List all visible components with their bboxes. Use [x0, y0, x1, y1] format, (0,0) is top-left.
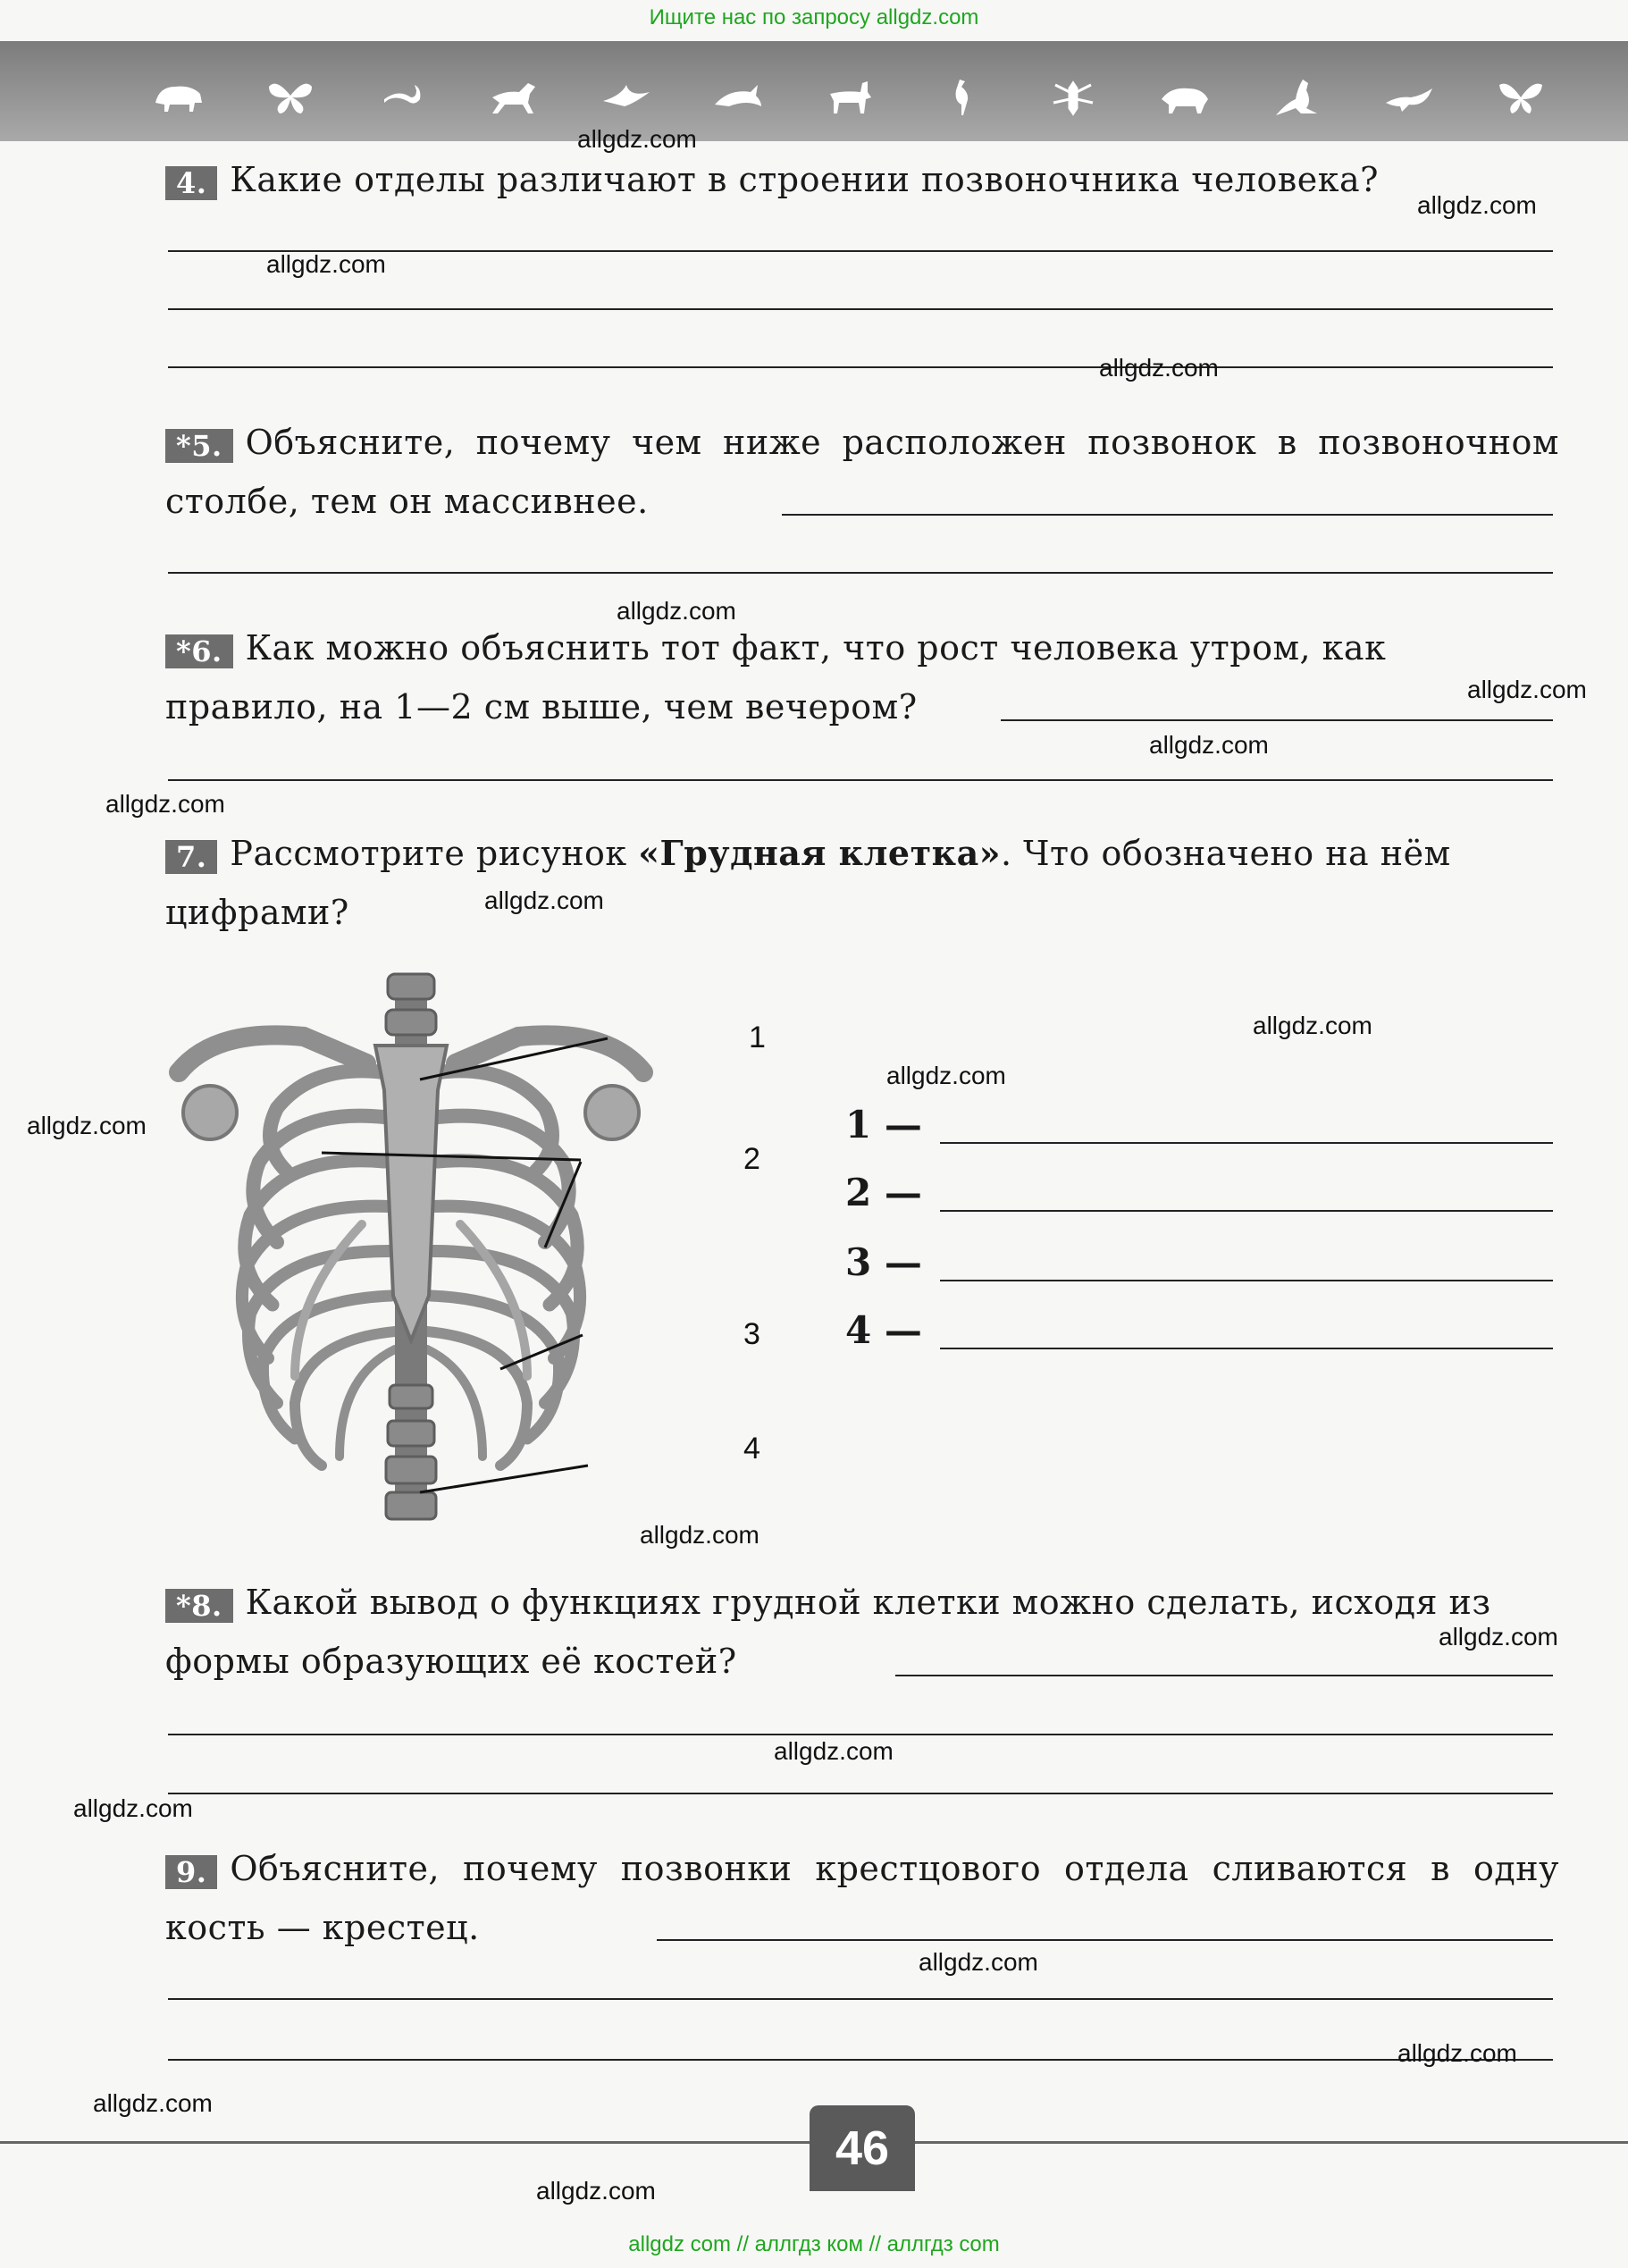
question-8: [165, 1573, 1559, 1691]
answer-line[interactable]: [168, 2059, 1553, 2061]
answer-line[interactable]: [168, 1793, 1553, 1794]
moose-icon: [823, 76, 877, 117]
kangaroo-icon: [1271, 76, 1324, 117]
figure-label-4: 4: [743, 1432, 760, 1466]
question-number: *5.: [165, 429, 233, 463]
watermark: allgdz.com: [73, 1794, 193, 1822]
question-number: *8.: [165, 1589, 233, 1623]
watermark: allgdz.com: [105, 790, 225, 818]
answer-line[interactable]: [168, 308, 1553, 310]
watermark: allgdz.com: [1467, 676, 1587, 703]
figure-label-3: 3: [743, 1317, 760, 1351]
watermark: allgdz.com: [617, 597, 736, 625]
question-text-end: . Что обозначено на нём цифрами?: [165, 834, 1451, 932]
answer-line[interactable]: [168, 1734, 1553, 1735]
answer-line[interactable]: [168, 1998, 1553, 2000]
watermark: allgdz.com: [27, 1112, 147, 1139]
watermark: allgdz.com: [886, 1062, 1006, 1089]
question-text: Какие отделы различают в строении позвоночника человека?: [230, 160, 1379, 199]
question-text: Как можно объяснить тот факт, что рост человека утром, как правило, на 1—2 см выше, чем вечером?: [165, 628, 1387, 727]
butterfly-icon: [264, 76, 317, 117]
watermark: allgdz.com: [484, 886, 604, 914]
watermark: allgdz.com: [919, 1948, 1038, 1976]
answer-item-4: 4 —: [845, 1308, 922, 1352]
watermark: allgdz.com: [1417, 191, 1537, 219]
question-text: Объясните, почему чем ниже расположен позвонок в позвоночном столбе, тем он массивнее.: [165, 423, 1559, 521]
watermark: allgdz.com: [1149, 731, 1269, 759]
answer-line[interactable]: [782, 514, 1553, 516]
watermark: allgdz.com: [774, 1737, 894, 1765]
watermark: allgdz.com: [1397, 2039, 1517, 2067]
question-7: [165, 824, 1559, 942]
heron-icon: [935, 76, 988, 117]
question-number: 7.: [165, 840, 217, 874]
watermark: allgdz.com: [1439, 1623, 1558, 1651]
question-4: [165, 150, 1559, 209]
answer-line[interactable]: [940, 1142, 1553, 1144]
bison-icon: [152, 76, 206, 117]
answer-line[interactable]: [940, 1210, 1553, 1212]
watermark: allgdz.com: [1253, 1012, 1372, 1039]
horse-icon: [487, 76, 541, 117]
figure-label-1: 1: [749, 1021, 766, 1054]
header-site-text: Ищите нас по запросу allgdz.com: [649, 5, 979, 29]
answer-item-1: 1 —: [845, 1103, 922, 1147]
question-number: 4.: [165, 166, 217, 200]
question-text: Объясните, почему позвонки крестцового отдела сливаются в одну кость — крестец.: [165, 1849, 1559, 1947]
lizard-icon: [1382, 76, 1436, 117]
page-number: 46: [810, 2105, 915, 2191]
watermark: allgdz.com: [266, 250, 386, 278]
boar-icon: [1158, 76, 1212, 117]
answer-item-2: 2 —: [845, 1171, 922, 1214]
watermark: allgdz.com: [536, 2177, 656, 2205]
question-number: 9.: [165, 1855, 217, 1889]
figure-title: «Грудная клетка»: [638, 833, 1001, 873]
answer-line[interactable]: [168, 779, 1553, 781]
answer-line[interactable]: [940, 1348, 1553, 1349]
question-text: Какой вывод о функциях грудной клетки можно сделать, исходя из формы образующих её костей?: [165, 1583, 1491, 1681]
watermark: allgdz.com: [577, 125, 697, 153]
dolphin-icon: [711, 76, 765, 117]
watermark: allgdz.com: [93, 2089, 213, 2117]
answer-item-3: 3 —: [845, 1240, 922, 1284]
answer-line[interactable]: [657, 1939, 1553, 1941]
watermark: allgdz.com: [640, 1521, 759, 1549]
decorative-banner: [0, 41, 1628, 141]
answer-line[interactable]: [1001, 719, 1553, 721]
answer-line[interactable]: [940, 1280, 1553, 1281]
answer-line[interactable]: [168, 572, 1553, 574]
bird-icon: [600, 76, 653, 117]
rib-cage-illustration: [161, 956, 661, 1546]
footer-text: allgdz com // аллгдз ком // аллгдз com: [628, 2232, 1000, 2256]
answer-line[interactable]: [168, 366, 1553, 368]
scorpion-icon: [375, 76, 429, 117]
moth-icon: [1494, 76, 1548, 117]
insect-icon: [1046, 76, 1100, 117]
question-number: *6.: [165, 634, 233, 668]
question-text-start: Рассмотрите рисунок: [230, 834, 639, 873]
watermark: allgdz.com: [1099, 354, 1219, 382]
answer-line[interactable]: [895, 1675, 1553, 1676]
figure-label-2: 2: [743, 1142, 760, 1176]
